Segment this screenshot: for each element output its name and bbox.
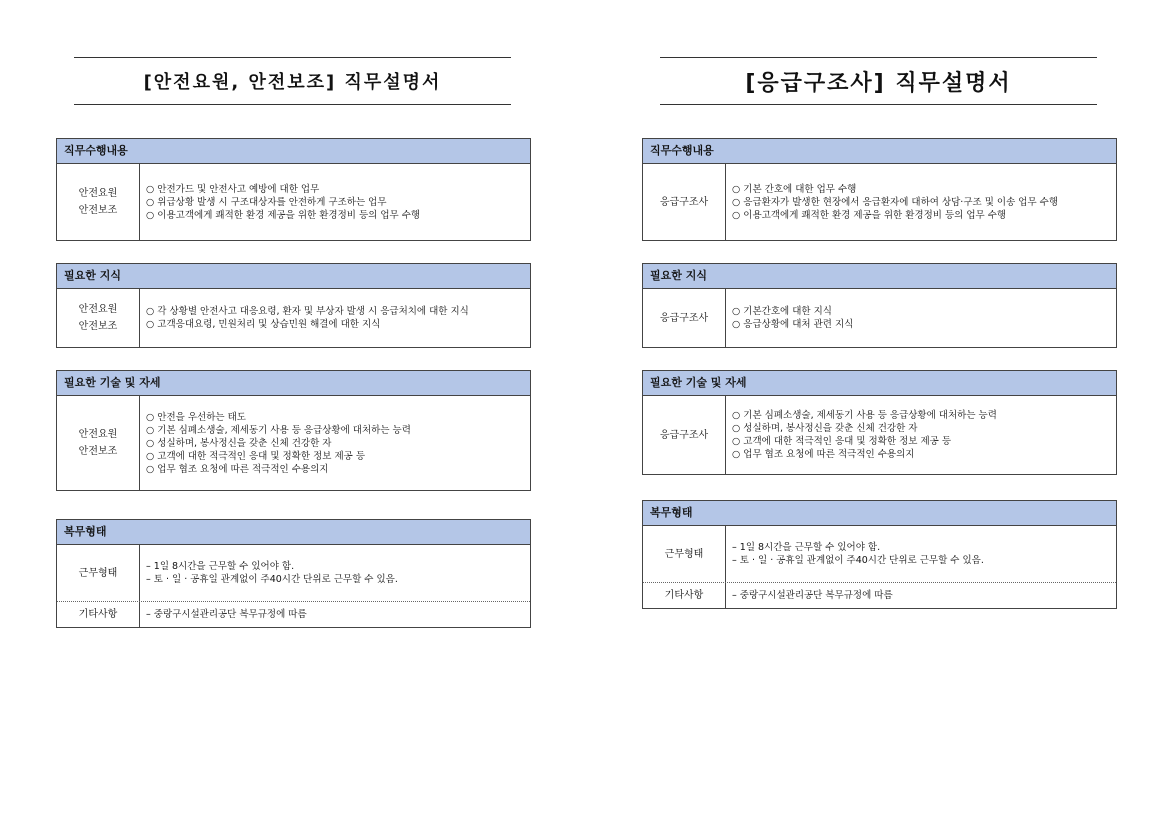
role-label-2: 안전보조 bbox=[78, 321, 118, 332]
right-knowledge-header: 필요한 지식 bbox=[643, 264, 1116, 289]
list-item: ○ 응급환자가 발생한 현장에서 응급환자에 대하여 상담·구조 및 이송 업무 수행 bbox=[732, 196, 1058, 208]
left-knowledge-header: 필요한 지식 bbox=[57, 264, 530, 289]
list-item: ○ 업무 협조 요청에 따른 적극적인 수용의지 bbox=[732, 449, 915, 460]
left-duties-section bbox=[56, 138, 531, 241]
list-item: ○ 기본 심폐소생술, 제세동기 사용 등 응급상황에 대처하는 능력 bbox=[732, 410, 997, 421]
list-item: – 1일 8시간을 근무할 수 있어야 함. bbox=[146, 561, 295, 572]
etc-label: 기타사항 bbox=[57, 602, 140, 627]
left-skills-label bbox=[57, 396, 140, 490]
right-duties-content bbox=[726, 164, 1116, 240]
right-duties-section bbox=[642, 138, 1117, 241]
right-skills-label: 응급구조사 bbox=[643, 396, 726, 474]
list-item: ○ 응급상황에 대처 관련 지식 bbox=[732, 319, 854, 330]
list-item: ○ 고객응대요령, 민원처리 및 상습민원 해결에 대한 지식 bbox=[146, 319, 381, 330]
work-type-label: 근무형태 bbox=[57, 545, 140, 601]
left-title: [안전요원, 안전보조] 직무설명서 bbox=[143, 72, 442, 93]
work-type-label: 근무형태 bbox=[643, 526, 726, 582]
left-duties-label bbox=[57, 164, 140, 240]
etc-content bbox=[140, 602, 530, 627]
list-item: – 토 · 일 · 공휴일 관계없이 주40시간 단위로 근무할 수 있음. bbox=[146, 574, 398, 585]
left-duties-header: 직무수행내용 bbox=[57, 139, 530, 164]
list-item: ○ 안전가드 및 안전사고 예방에 대한 업무 bbox=[146, 183, 320, 195]
list-item: – 토 · 일 · 공휴일 관계없이 주40시간 단위로 근무할 수 있음. bbox=[732, 555, 984, 566]
left-knowledge-content bbox=[140, 289, 530, 347]
left-title-box bbox=[74, 57, 511, 105]
right-work-section bbox=[642, 500, 1117, 609]
list-item: ○ 위급상황 발생 시 구조대상자를 안전하게 구조하는 업무 bbox=[146, 196, 387, 208]
etc-content bbox=[726, 583, 1116, 608]
left-duties-content bbox=[140, 164, 530, 240]
list-item: ○ 성실하며, 봉사정신을 갖춘 신체 건강한 자 bbox=[732, 423, 918, 434]
right-skills-content bbox=[726, 396, 1116, 474]
right-skills-section bbox=[642, 370, 1117, 475]
list-item: ○ 고객에 대한 적극적인 응대 및 정확한 정보 제공 등 bbox=[732, 436, 952, 447]
left-skills-content bbox=[140, 396, 530, 490]
right-duties-header: 직무수행내용 bbox=[643, 139, 1116, 164]
left-knowledge-section bbox=[56, 263, 531, 348]
right-duties-label: 응급구조사 bbox=[643, 164, 726, 240]
list-item: – 중랑구시설관리공단 복무규정에 따름 bbox=[146, 609, 307, 620]
work-type-content bbox=[140, 545, 530, 601]
etc-label: 기타사항 bbox=[643, 583, 726, 608]
list-item: – 1일 8시간을 근무할 수 있어야 함. bbox=[732, 542, 881, 553]
role-label-1: 안전요원 bbox=[78, 188, 118, 199]
left-skills-section bbox=[56, 370, 531, 491]
right-title-box bbox=[660, 57, 1097, 105]
list-item: ○ 고객에 대한 적극적인 응대 및 정확한 정보 제공 등 bbox=[146, 450, 366, 462]
left-work-section bbox=[56, 519, 531, 628]
list-item: ○ 각 상황별 안전사고 대응요령, 환자 및 부상자 발생 시 응급처치에 대한 지식 bbox=[146, 306, 469, 317]
list-item: ○ 안전을 우선하는 태도 bbox=[146, 411, 246, 423]
list-item: ○ 성실하며, 봉사정신을 갖춘 신체 건강한 자 bbox=[146, 437, 332, 449]
role-label-1: 안전요원 bbox=[78, 304, 118, 315]
list-item: ○ 기본간호에 대한 지식 bbox=[732, 306, 832, 317]
list-item: ○ 이용고객에게 쾌적한 환경 제공을 위한 환경정비 등의 업무 수행 bbox=[146, 209, 421, 221]
left-work-header: 복무형태 bbox=[57, 520, 530, 545]
right-knowledge-section bbox=[642, 263, 1117, 348]
left-skills-header: 필요한 기술 및 자세 bbox=[57, 371, 530, 396]
role-label-2: 안전보조 bbox=[78, 446, 118, 457]
right-knowledge-label: 응급구조사 bbox=[643, 289, 726, 347]
left-knowledge-label bbox=[57, 289, 140, 347]
role-label-1: 안전요원 bbox=[78, 429, 118, 440]
list-item: ○ 기본 간호에 대한 업무 수행 bbox=[732, 183, 857, 195]
list-item: ○ 기본 심폐소생술, 제세동기 사용 등 응급상황에 대처하는 능력 bbox=[146, 424, 411, 436]
work-type-content bbox=[726, 526, 1116, 582]
right-work-header: 복무형태 bbox=[643, 501, 1116, 526]
list-item: ○ 업무 협조 요청에 따른 적극적인 수용의지 bbox=[146, 463, 329, 475]
right-knowledge-content bbox=[726, 289, 1116, 347]
list-item: – 중랑구시설관리공단 복무규정에 따름 bbox=[732, 590, 893, 601]
right-skills-header: 필요한 기술 및 자세 bbox=[643, 371, 1116, 396]
list-item: ○ 이용고객에게 쾌적한 환경 제공을 위한 환경정비 등의 업무 수행 bbox=[732, 209, 1007, 221]
right-title: [응급구조사] 직무설명서 bbox=[745, 70, 1012, 96]
role-label-2: 안전보조 bbox=[78, 205, 118, 216]
